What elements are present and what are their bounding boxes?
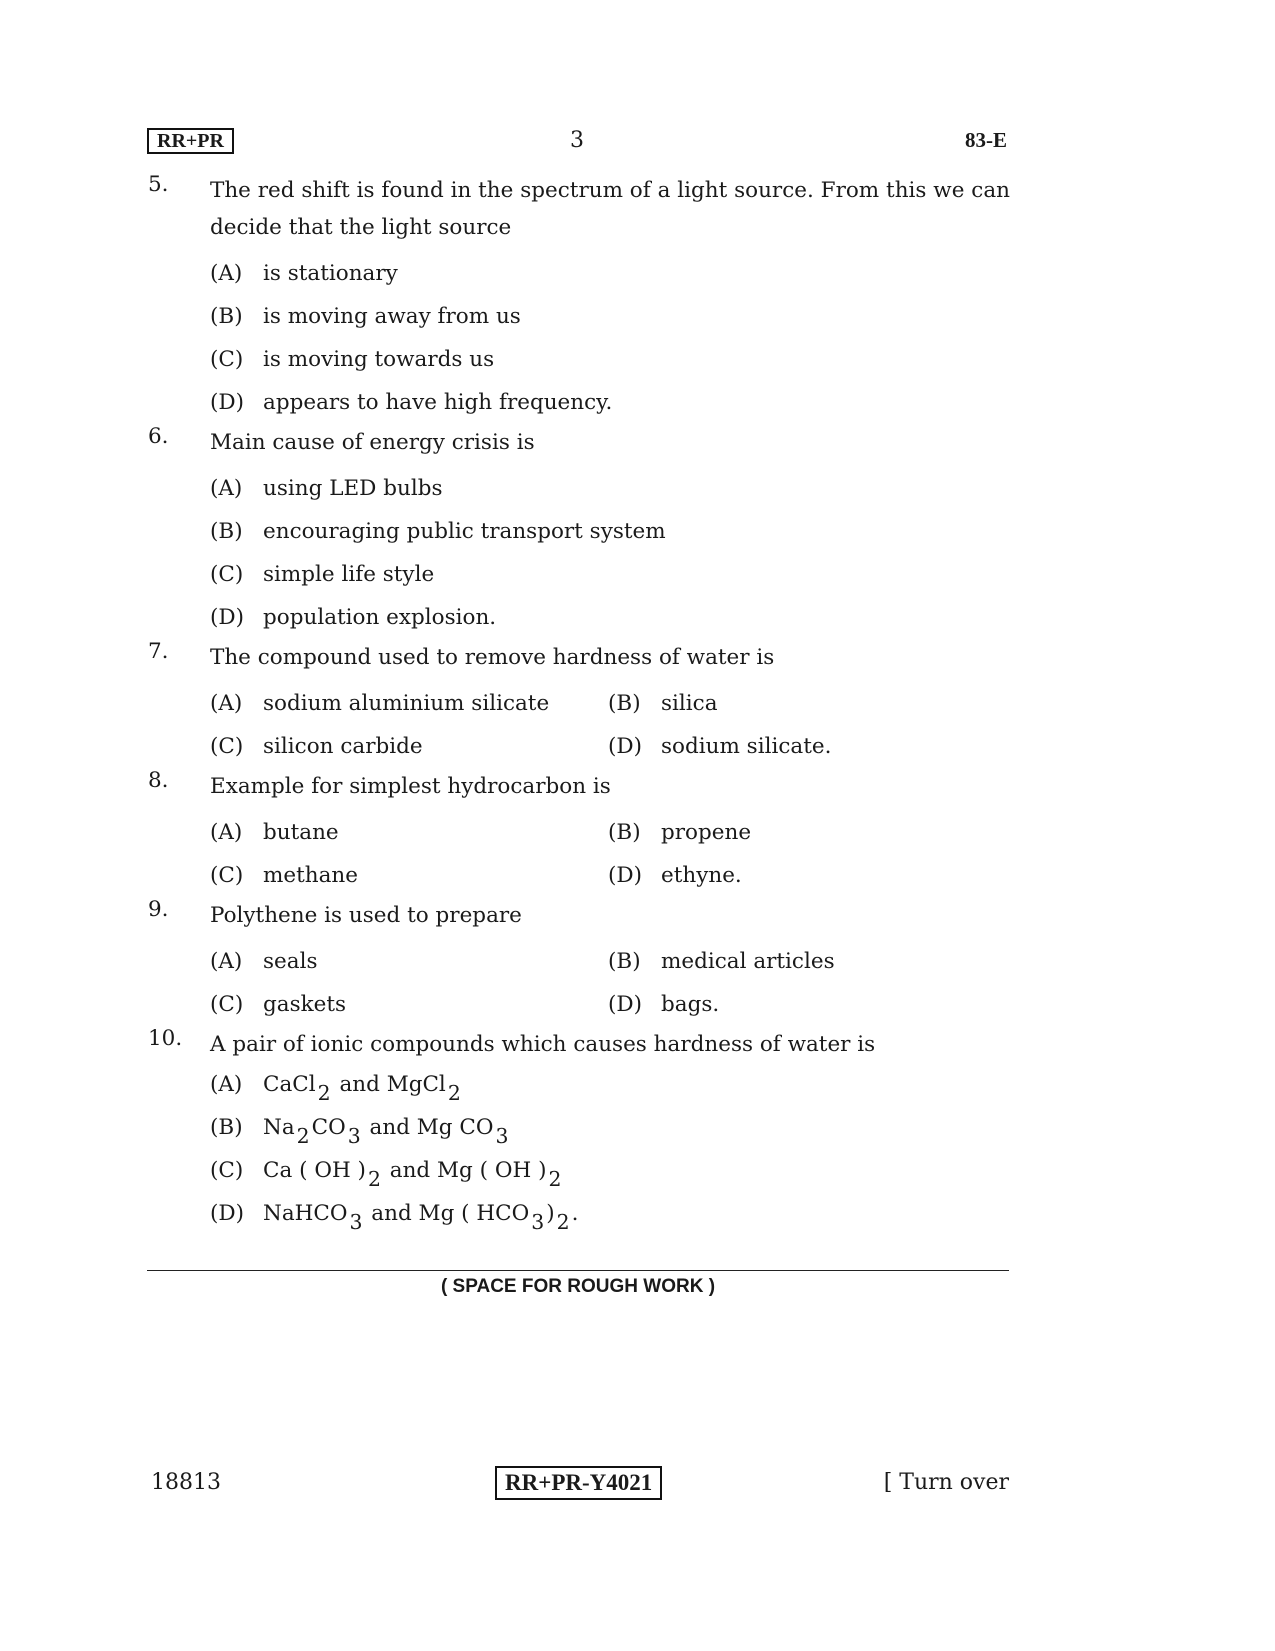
option-d: (D) sodium silicate. [608,734,832,759]
option-b: (B) is moving away from us [210,304,521,329]
option-c: (C) methane [210,863,358,888]
page-number: 3 [570,128,584,153]
option-a: (A) CaCl$_2$ and MgCl$_2$ [210,1072,461,1106]
question-10 [148,1026,1010,1235]
question-text: Main cause of energy crisis is [210,430,535,455]
question-7 [148,639,1010,768]
option-c: (C) silicon carbide [210,734,423,759]
questions-list [148,172,1010,1235]
option-b: (B) $Na_2CO_3$ and Mg $CO_3$ [210,1115,509,1149]
option-c: (C) is moving towards us [210,347,495,372]
question-number: 10. [148,1026,183,1051]
question-text: A pair of ionic compounds which causes hardness of water is [210,1032,876,1057]
option-a: (A) is stationary [210,261,398,286]
option-a: (A) butane [210,820,339,845]
option-b: (B) medical articles [608,949,835,974]
option-b: (B) encouraging public transport system [210,519,666,544]
option-d: (D) ethyne. [608,863,742,888]
question-number: 8. [148,768,169,793]
exam-code-box: RR+PR [147,128,234,154]
option-b: (B) silica [608,691,718,716]
question-number: 7. [148,639,169,664]
question-5 [148,172,1010,424]
option-c: (C) gaskets [210,992,347,1017]
page-header [147,124,1007,158]
question-9 [148,897,1010,1026]
paper-code: 83-E [965,128,1007,152]
option-c: (C) Ca ( OH )$_2$ and Mg ( OH )$_2$ [210,1158,562,1192]
option-d: (D) NaHCO$_3$ and Mg ( $HCO_3)_2$. [210,1201,579,1235]
question-number: 6. [148,424,169,449]
option-d: (D) population explosion. [210,605,497,630]
option-c: (C) simple life style [210,562,435,587]
footer-code-box: RR+PR-Y4021 [495,1466,662,1500]
question-text: The compound used to remove hardness of water is [210,645,775,670]
question-text: Example for simplest hydrocarbon is [210,774,611,799]
question-6 [148,424,1010,639]
option-b: (B) propene [608,820,752,845]
question-number: 5. [148,172,169,197]
option-a: (A) seals [210,949,318,974]
question-8 [148,768,1010,897]
turn-over-label: [ Turn over [883,1470,1009,1495]
question-text: Polythene is used to prepare [210,903,522,928]
option-a: (A) sodium aluminium silicate [210,691,550,716]
option-d: (D) appears to have high frequency. [210,390,613,415]
footer-number: 18813 [151,1470,221,1495]
page-footer [147,1466,1009,1502]
rough-work-divider [147,1270,1009,1271]
option-a: (A) using LED bulbs [210,476,443,501]
question-number: 9. [148,897,169,922]
option-d: (D) bags. [608,992,720,1017]
question-text: The red shift is found in the spectrum of a light source. From this we can decide that the light source [210,178,1010,240]
rough-work-label: ( SPACE FOR ROUGH WORK ) [440,1276,716,1297]
